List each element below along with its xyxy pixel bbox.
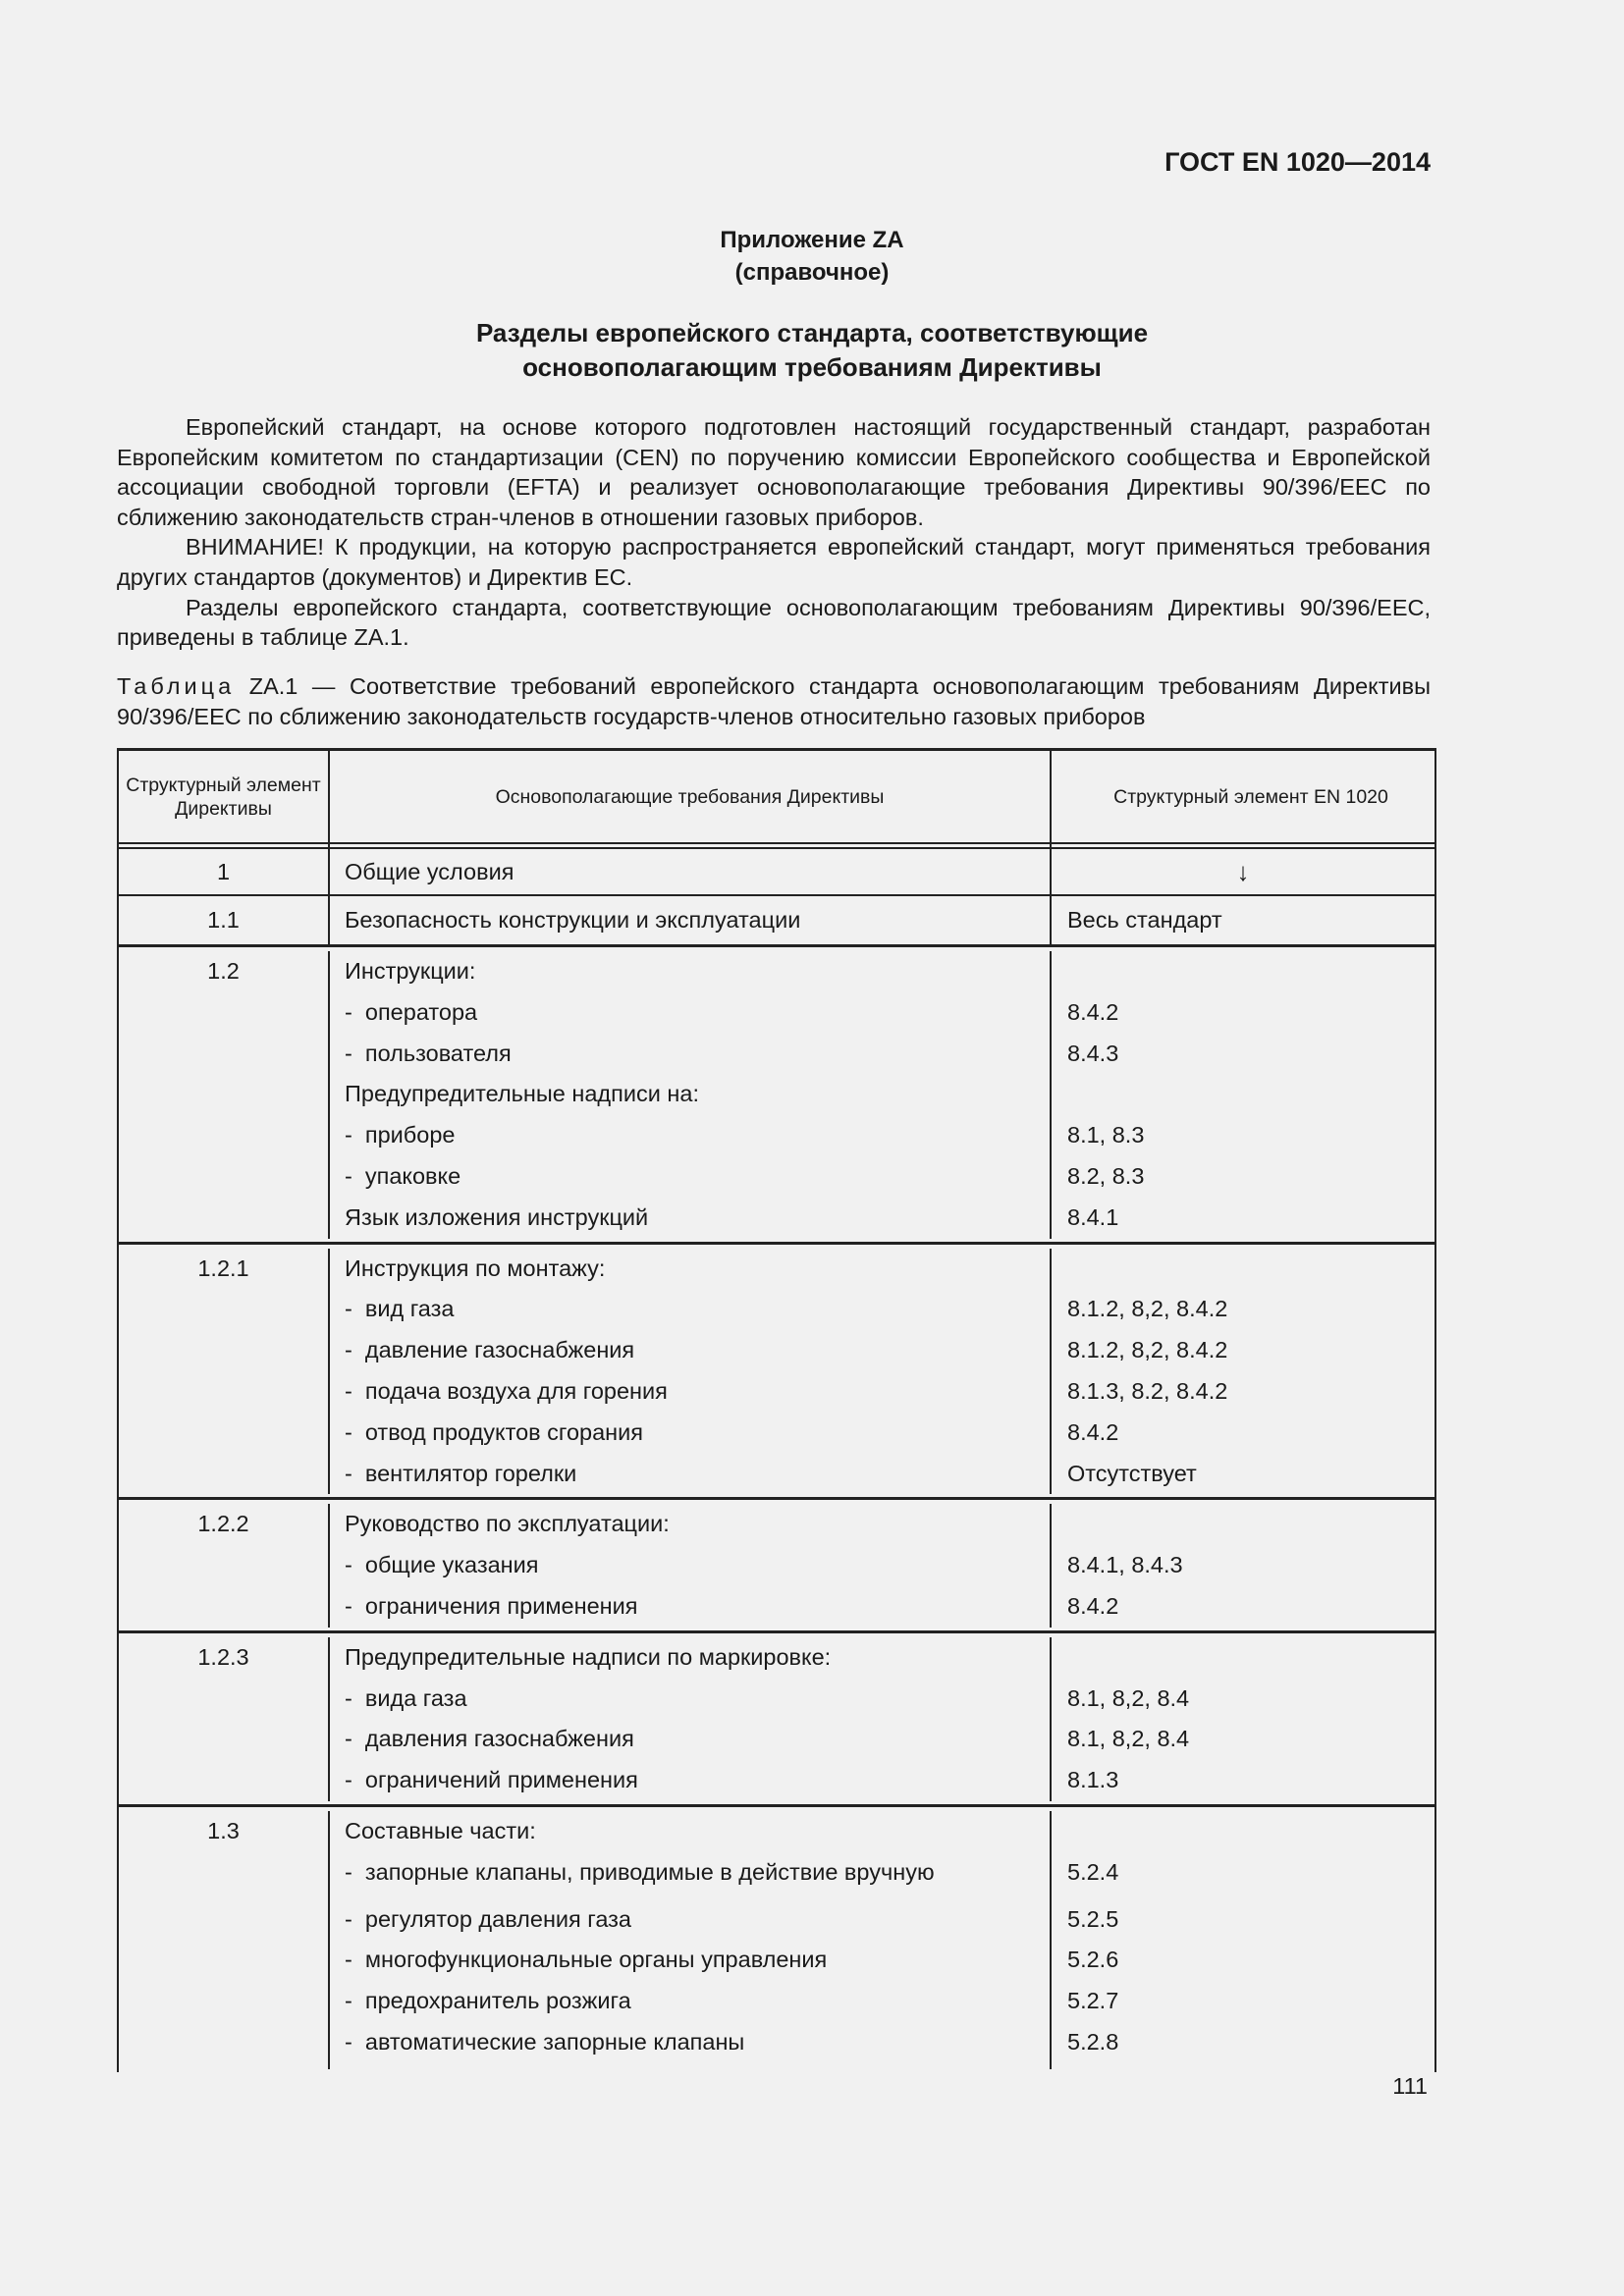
requirement-text: Предупредительные надписи по маркировке: [345,1643,832,1670]
requirement-text: - пользователя [345,1040,512,1066]
requirement-text: Составные части: [345,1817,536,1843]
directive-element-cell [119,1249,330,1495]
directive-element-number: 1.2.2 [197,1511,249,1537]
requirement-text: Безопасность конструкции и эксплуатации [345,907,801,933]
en-reference: 8.1.2, 8,2, 8.4.2 [1067,1337,1228,1363]
en-reference: 8.4.2 [1067,1418,1119,1445]
appendix-title: Приложение ZA [720,227,904,253]
requirement-cell [330,1504,1052,1627]
requirement-text: - вентилятор горелки [345,1460,577,1486]
requirement-text: - давления газоснабжения [345,1726,634,1752]
requirement-text: - многофункциональные органы управления [345,1947,828,1973]
table-row [119,896,1435,947]
header-en-element: Структурный элемент EN 1020 [1113,785,1388,808]
section-title [0,316,1624,385]
directive-element-cell [119,1637,330,1801]
en-element-cell [1052,1249,1435,1495]
requirement-text: Инструкции: [345,958,476,984]
en-element-cell [1052,849,1435,894]
table-row [119,849,1435,896]
directive-element-number: 1 [216,859,231,884]
requirements-table [117,748,1436,2072]
directive-element-number: 1.2.1 [197,1255,249,1281]
table-caption [117,671,1431,731]
body-text [117,412,1431,653]
requirement-text: - вид газа [345,1296,455,1322]
table-row [119,1807,1435,2072]
requirement-text: - регулятор давления газа [345,1905,632,1932]
requirement-cell [330,1811,1052,2069]
requirement-text: - приборе [345,1122,456,1148]
requirement-text: - предохранитель розжига [345,1988,631,2014]
requirement-text: - подача воздуха для горения [345,1377,668,1404]
directive-element-number: 1.2.3 [197,1643,249,1670]
en-element-cell [1052,1637,1435,1801]
en-reference: Отсутствует [1067,1460,1197,1486]
en-element-cell [1052,896,1435,944]
requirement-text: Общие условия [345,859,514,884]
en-reference: 5.2.8 [1067,2028,1119,2055]
page-number: 111 [1392,2073,1428,2099]
requirement-text: Предупредительные надписи на: [345,1081,699,1107]
en-reference: 8.1, 8,2, 8.4 [1067,1726,1190,1752]
paragraph: Разделы европейского стандарта, соответствующие основополагающим требованиям Директивы 90/396/EEC, приведены в таблице ZA.1. [117,594,1431,651]
en-element-cell [1052,1504,1435,1627]
en-reference [1067,1811,1435,1852]
en-reference: 5.2.7 [1067,1988,1119,2014]
en-reference: 8.1.2, 8,2, 8.4.2 [1067,1296,1228,1322]
header-directive-element: Структурный элемент Директивы [119,751,330,842]
paragraph: ВНИМАНИЕ! К продукции, на которую распространяется европейский стандарт, могут применяться требования других стандартов (документов) и Директив ЕС. [117,534,1431,590]
en-reference: 8.1.3, 8.2, 8.4.2 [1067,1377,1228,1404]
requirement-text: - ограничения применения [345,1592,638,1619]
en-reference [1067,1637,1435,1679]
requirement-text: - ограничений применения [345,1767,638,1793]
table-row [119,947,1435,1245]
requirement-cell [330,849,1052,894]
en-reference: 8.4.1, 8.4.3 [1067,1552,1183,1578]
table-header-row [119,751,1435,844]
directive-element-number: 1.1 [207,907,240,933]
requirement-text: Язык изложения инструкций [345,1203,649,1230]
en-element-cell [1052,1811,1435,2069]
document-id: ГОСТ EN 1020—2014 [1164,147,1431,177]
directive-element-cell [119,849,330,894]
en-reference: 8.4.2 [1067,1592,1119,1619]
arrow-down-icon: ↓ [1236,857,1250,886]
en-reference [1067,1504,1435,1545]
en-reference: 8.4.1 [1067,1203,1119,1230]
en-reference: 8.1, 8,2, 8.4 [1067,1684,1190,1711]
directive-element-cell [119,896,330,944]
directive-element-cell [119,951,330,1239]
en-element-cell [1052,951,1435,1239]
en-reference [1067,1074,1435,1115]
table-row [119,1633,1435,1807]
header-requirements: Основополагающие требования Директивы [330,751,1052,842]
requirement-text: - давление газоснабжения [345,1337,635,1363]
directive-element-cell [119,1811,330,2069]
directive-element-number: 1.3 [207,1817,240,1843]
paragraph: Европейский стандарт, на основе которого подготовлен настоящий государственный стандарт, разработан Европейским комитетом по стандартизации (CEN) по поручению комиссии Европейского сообщества и Европейской ассоциации свободной торговли (EFTA) и реализует основополагающие требования Директивы 90/396/EEC по сближению законодательств стран-членов в отношении газовых приборов. [117,414,1431,530]
requirement-cell [330,1249,1052,1495]
requirement-text: - запорные клапаны, приводимые в действие вручную [345,1858,935,1885]
caption-label: Таблица [117,673,236,699]
requirement-text: - отвод продуктов сгорания [345,1418,643,1445]
en-reference [1067,951,1435,992]
section-title-line: Разделы европейского стандарта, соответствующие [475,318,1149,347]
requirement-text: - автоматические запорные клапаны [345,2028,745,2055]
table-body [119,849,1435,2072]
requirement-text: - вида газа [345,1684,467,1711]
requirement-text: - оператора [345,998,478,1025]
en-reference: 8.4.2 [1067,998,1119,1025]
en-reference: 5.2.4 [1067,1858,1119,1885]
requirement-text: Руководство по эксплуатации: [345,1511,670,1537]
en-reference: Весь стандарт [1067,907,1222,933]
table-row [119,1500,1435,1632]
requirement-text: - общие указания [345,1552,539,1578]
directive-element-number: 1.2 [207,958,240,984]
en-reference: 5.2.6 [1067,1947,1119,1973]
requirement-text: Инструкция по монтажу: [345,1255,606,1281]
caption-text: ZA.1 — Соответствие требований европейского стандарта основополагающим требованиям Директивы 90/396/EEC по сближению законодательств государств-членов относительно газовых приборов [117,673,1431,729]
en-reference: 8.4.3 [1067,1040,1119,1066]
requirement-cell [330,951,1052,1239]
requirement-cell [330,1637,1052,1801]
requirement-text: - упаковке [345,1162,461,1189]
directive-element-cell [119,1504,330,1627]
table-row [119,1245,1435,1501]
requirement-cell [330,896,1052,944]
en-reference: 8.2, 8.3 [1067,1162,1145,1189]
section-title-line: основополагающим требованиям Директивы [522,352,1102,382]
en-reference [1067,1249,1435,1290]
en-reference: 8.1, 8.3 [1067,1122,1145,1148]
en-reference: 5.2.5 [1067,1905,1119,1932]
appendix-heading [0,224,1624,289]
appendix-subtitle: (справочное) [734,259,890,286]
en-reference: 8.1.3 [1067,1767,1119,1793]
